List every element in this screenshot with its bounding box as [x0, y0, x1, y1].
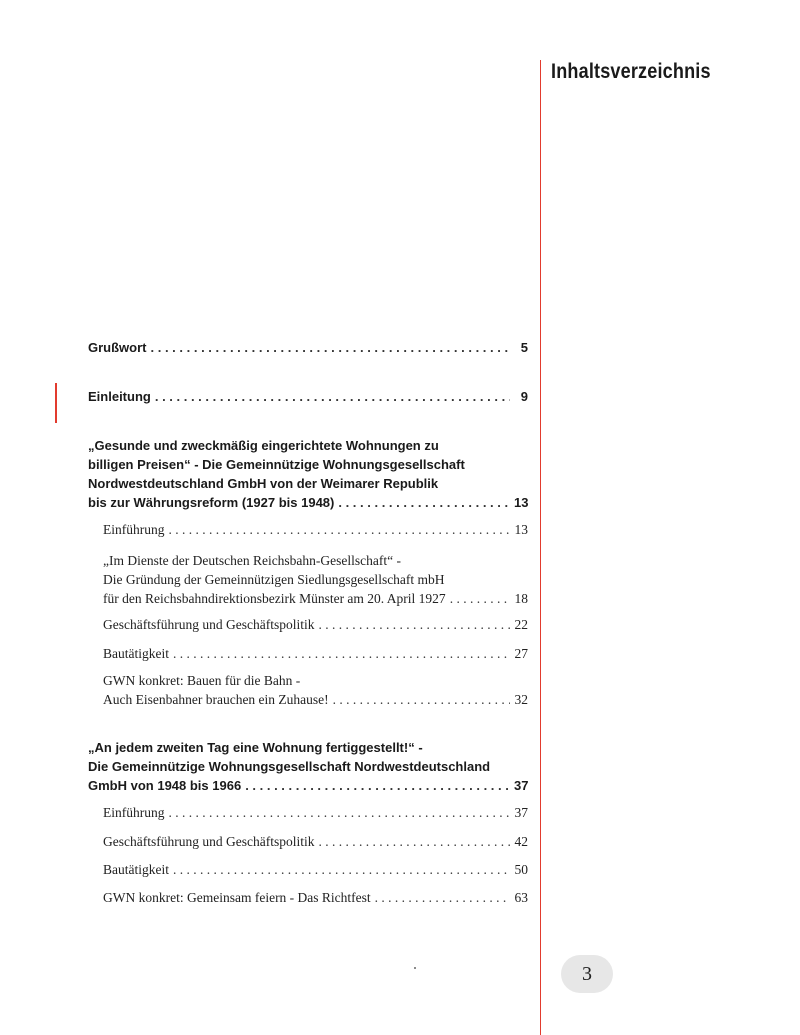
toc-entry-chapter-1[interactable]: „Gesunde und zweckmäßig eingerichtete Wohnungen zu billigen Preisen“ - Die Gemeinnützige Wohnungsgesellschaft Nordwestdeutschland GmbH von der Weimarer Republik bis zur Währungsreform (1927 bis 1948) . . . 13 — [88, 438, 528, 514]
toc-entry-c2-geschaeft[interactable]: Geschäftsführung und Geschäftspolitik . . . 42 — [103, 834, 528, 853]
page-ref: 42 — [514, 834, 528, 849]
page-number-badge — [561, 955, 613, 993]
print-speck — [414, 967, 416, 969]
dot-leader — [169, 522, 511, 538]
toc-entry-einleitung[interactable]: Einleitung . . . 9 — [88, 389, 528, 408]
toc-entry-c2-gwn[interactable]: GWN konkret: Gemeinsam feiern - Das Richtfest . . . 63 — [103, 890, 528, 909]
dot-leader — [450, 591, 510, 607]
dot-leader — [245, 778, 510, 793]
toc-entry-c1-einfuehrung[interactable]: Einführung . . . 13 — [103, 522, 528, 541]
page-ref: 22 — [514, 617, 528, 632]
page-ref: 13 — [514, 495, 529, 510]
page-ref: 50 — [514, 862, 528, 877]
page-ref: 13 — [514, 522, 528, 537]
toc-entry-grusswort[interactable]: Grußwort . . . 5 — [88, 340, 528, 359]
toc-entry-c1-reichsbahn[interactable]: „Im Dienste der Deutschen Reichsbahn-Gesellschaft“ - Die Gründung der Gemeinnützigen Siedlungsgesellschaft mbH für den Reichsbahndirektionsbezirk Münster am 20. April 1927 . . . 18 — [103, 553, 528, 610]
dot-leader — [173, 646, 510, 662]
dot-leader — [338, 495, 510, 510]
dot-leader — [375, 890, 510, 906]
vertical-red-rule — [540, 60, 541, 1035]
dot-leader — [318, 617, 510, 633]
dot-leader — [155, 389, 510, 404]
toc-entry-c1-gwn[interactable]: GWN konkret: Bauen für die Bahn - Auch Eisenbahner brauchen ein Zuhause! . . . 32 — [103, 673, 528, 711]
dot-leader — [169, 805, 511, 821]
page-ref: 27 — [514, 646, 528, 661]
page-ref: 37 — [514, 805, 528, 820]
page-ref: 9 — [520, 389, 528, 404]
page-ref: 63 — [514, 890, 528, 905]
dot-leader — [333, 692, 510, 708]
page-number: 3 — [582, 962, 592, 985]
page-ref: 5 — [520, 340, 528, 355]
toc-entry-c2-einfuehrung[interactable]: Einführung . . . 37 — [103, 805, 528, 824]
toc-entry-chapter-2[interactable]: „An jedem zweiten Tag eine Wohnung fertiggestellt!“ - Die Gemeinnützige Wohnungsgesellschaft Nordwestdeutschland GmbH von 1948 bis 1966 . . . 37 — [88, 740, 528, 797]
dot-leader — [318, 834, 510, 850]
page-ref: 32 — [514, 692, 528, 707]
toc-entry-c2-bau[interactable]: Bautätigkeit . . . 50 — [103, 862, 528, 881]
toc-entry-c1-geschaeft[interactable]: Geschäftsführung und Geschäftspolitik . . . 22 — [103, 617, 528, 636]
page-ref: 37 — [514, 778, 529, 793]
page-ref: 18 — [514, 591, 528, 606]
dot-leader — [173, 862, 510, 878]
dot-leader — [151, 340, 511, 355]
toc-entry-c1-bau[interactable]: Bautätigkeit . . . 27 — [103, 646, 528, 665]
page-heading: Inhaltsverzeichnis — [551, 60, 711, 83]
